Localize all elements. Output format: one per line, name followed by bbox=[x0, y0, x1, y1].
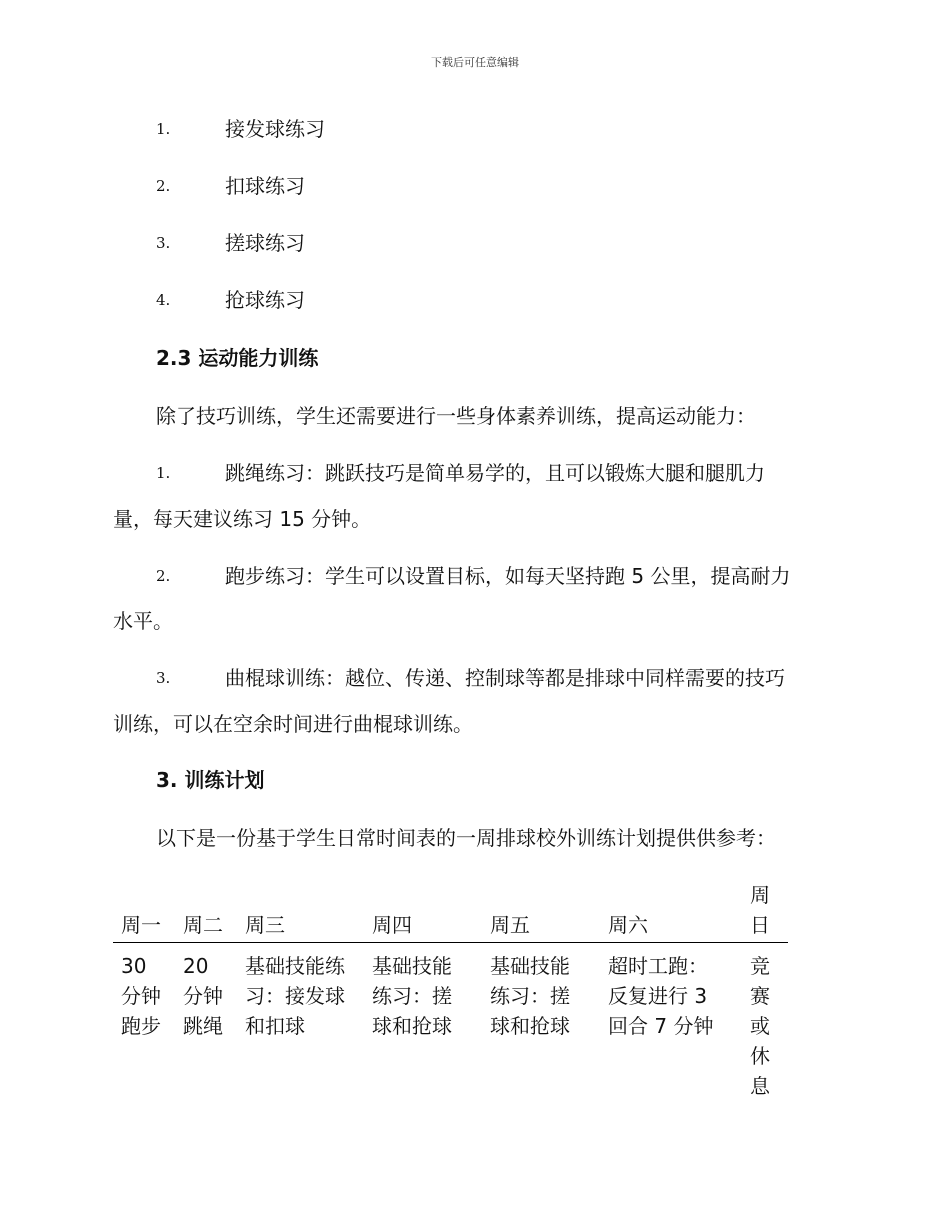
list-item-line: 曲棍球训练：越位、传递、控制球等都是排球中同样需要的技巧 bbox=[225, 666, 785, 690]
section-heading: 3. 训练计划 bbox=[156, 768, 265, 792]
table-row bbox=[113, 943, 788, 1102]
table-header-cell: 周一 bbox=[113, 880, 175, 943]
table-header-cell: 周六 bbox=[600, 880, 742, 943]
list-number: 4. bbox=[156, 291, 171, 309]
paragraph: 以下是一份基于学生日常时间表的一周排球校外训练计划提供供参考： bbox=[156, 826, 776, 850]
section-heading: 2.3 运动能力训练 bbox=[156, 346, 319, 370]
list-item-line: 量，每天建议练习 15 分钟。 bbox=[113, 507, 372, 531]
list-number: 3. bbox=[156, 234, 171, 252]
list-number: 3. bbox=[156, 669, 171, 687]
list-number: 2. bbox=[156, 177, 171, 195]
table-cell: 基础技能 练习：搓 球和抢球 bbox=[490, 954, 570, 1038]
table-header-cell: 周四 bbox=[364, 880, 482, 943]
list-item-line: 跳绳练习：跳跃技巧是简单易学的，且可以锻炼大腿和腿肌力 bbox=[225, 461, 765, 485]
list-number: 1. bbox=[156, 120, 171, 138]
table-header-row bbox=[113, 880, 788, 943]
list-item-line: 跑步练习：学生可以设置目标，如每天坚持跑 5 公里，提高耐力 bbox=[225, 564, 791, 588]
table-cell: 30 分钟 跑步 bbox=[121, 954, 161, 1038]
table-header-cell: 周三 bbox=[237, 880, 364, 943]
table-cell: 超时工跑： 反复进行 3 回合 7 分钟 bbox=[608, 954, 714, 1038]
list-item-line: 水平。 bbox=[113, 609, 173, 633]
paragraph: 除了技巧训练，学生还需要进行一些身体素养训练，提高运动能力： bbox=[156, 404, 756, 428]
list-item: 抢球练习 bbox=[225, 288, 305, 312]
list-number: 1. bbox=[156, 464, 171, 482]
table-header-cell: 周 日 bbox=[742, 880, 788, 943]
list-item: 接发球练习 bbox=[225, 117, 325, 141]
table-header-cell: 周五 bbox=[482, 880, 600, 943]
list-number: 2. bbox=[156, 567, 171, 585]
list-item-line: 训练，可以在空余时间进行曲棍球训练。 bbox=[113, 712, 473, 736]
training-plan-table bbox=[113, 880, 788, 1101]
list-item: 搓球练习 bbox=[225, 231, 305, 255]
table-cell: 基础技能练 习：接发球 和扣球 bbox=[245, 954, 345, 1038]
list-item: 扣球练习 bbox=[225, 174, 305, 198]
table-header-cell: 周二 bbox=[175, 880, 237, 943]
table-cell: 20 分钟 跳绳 bbox=[183, 954, 223, 1038]
table-cell: 竞 赛 或 休 息 bbox=[750, 954, 770, 1098]
page-header: 下载后可任意编辑 bbox=[431, 56, 519, 69]
table-cell: 基础技能 练习：搓 球和抢球 bbox=[372, 954, 452, 1038]
